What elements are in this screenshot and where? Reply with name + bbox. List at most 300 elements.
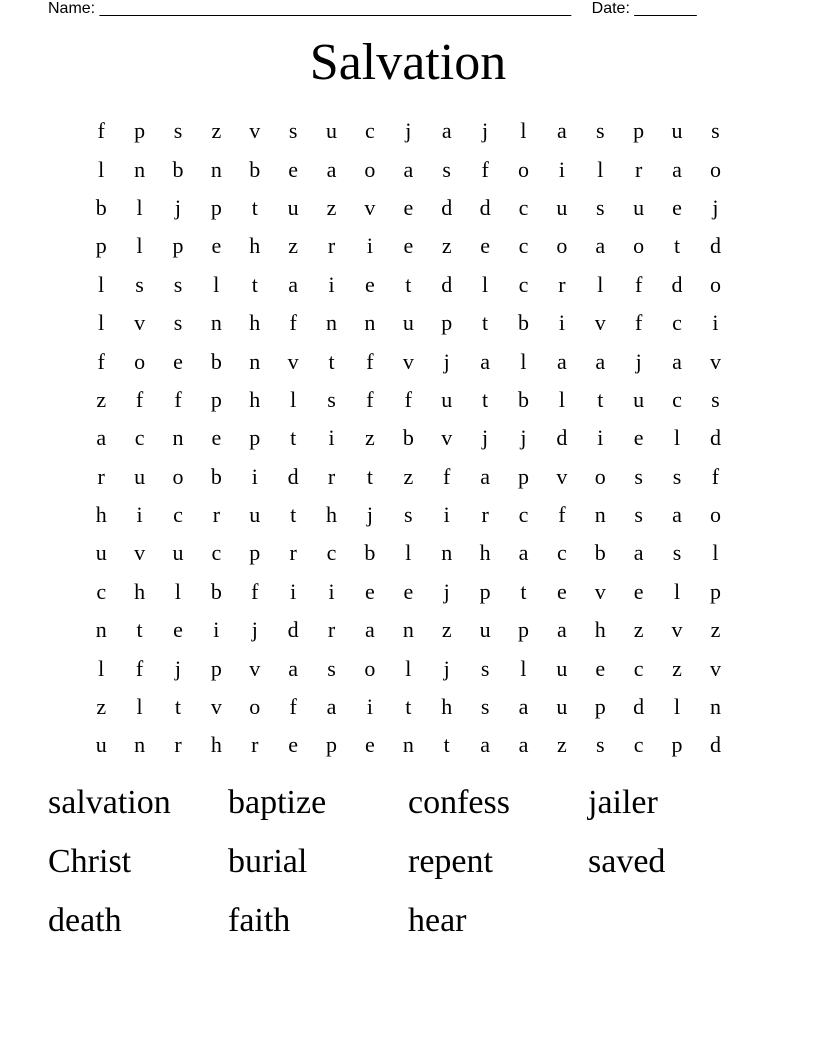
grid-letter[interactable]: b bbox=[172, 156, 184, 182]
grid-letter[interactable]: z bbox=[441, 233, 452, 259]
grid-letter[interactable]: o bbox=[134, 348, 146, 374]
grid-letter[interactable]: i bbox=[213, 617, 220, 643]
grid-letter[interactable]: h bbox=[249, 386, 261, 412]
grid-letter[interactable]: f bbox=[135, 386, 144, 412]
grid-letter[interactable]: i bbox=[366, 694, 373, 720]
grid-letter[interactable]: d bbox=[709, 233, 721, 259]
grid-letter[interactable]: l bbox=[136, 694, 143, 720]
grid-letter[interactable]: e bbox=[403, 233, 414, 259]
grid-letter[interactable]: u bbox=[249, 502, 261, 528]
grid-letter[interactable]: s bbox=[634, 463, 643, 489]
grid-letter[interactable]: i bbox=[597, 425, 604, 451]
grid-letter[interactable]: p bbox=[633, 118, 645, 144]
grid-letter[interactable]: o bbox=[594, 463, 606, 489]
grid-letter[interactable]: a bbox=[518, 694, 529, 720]
grid-letter[interactable]: u bbox=[441, 386, 453, 412]
grid-letter[interactable]: l bbox=[520, 348, 527, 374]
grid-letter[interactable]: p bbox=[326, 732, 338, 758]
grid-letter[interactable]: a bbox=[595, 348, 606, 374]
grid-letter[interactable]: l bbox=[558, 386, 565, 412]
grid-letter[interactable]: t bbox=[482, 386, 489, 412]
grid-letter[interactable]: z bbox=[288, 233, 299, 259]
grid-letter[interactable]: r bbox=[327, 233, 336, 259]
grid-letter[interactable]: p bbox=[594, 694, 606, 720]
grid-letter[interactable]: e bbox=[173, 348, 183, 374]
grid-letter[interactable]: c bbox=[672, 310, 682, 336]
grid-letter[interactable]: o bbox=[709, 271, 721, 297]
grid-letter[interactable]: a bbox=[672, 502, 682, 528]
grid-letter[interactable]: a bbox=[557, 118, 567, 144]
grid-letter[interactable]: r bbox=[174, 732, 182, 758]
grid-letter[interactable]: i bbox=[251, 463, 258, 489]
grid-letter[interactable]: s bbox=[595, 732, 605, 758]
grid-letter[interactable]: f bbox=[251, 578, 259, 604]
grid-letter[interactable]: s bbox=[711, 118, 720, 144]
grid-letter[interactable]: e bbox=[595, 655, 606, 681]
grid-letter[interactable]: h bbox=[95, 502, 107, 528]
grid-letter[interactable]: l bbox=[520, 655, 527, 681]
grid-letter[interactable]: b bbox=[210, 578, 222, 604]
grid-letter[interactable]: h bbox=[479, 540, 491, 566]
grid-letter[interactable]: a bbox=[480, 732, 490, 758]
grid-letter[interactable]: u bbox=[633, 386, 645, 412]
grid-letter[interactable]: h bbox=[441, 694, 453, 720]
grid-letter[interactable]: d bbox=[709, 425, 721, 451]
grid-letter[interactable]: z bbox=[403, 463, 414, 489]
grid-letter[interactable]: a bbox=[557, 348, 567, 374]
grid-letter[interactable]: i bbox=[558, 156, 565, 182]
grid-letter[interactable]: r bbox=[251, 732, 259, 758]
grid-letter[interactable]: t bbox=[328, 348, 335, 374]
grid-letter[interactable]: p bbox=[95, 233, 107, 259]
grid-letter[interactable]: v bbox=[210, 694, 222, 720]
grid-letter[interactable]: s bbox=[595, 118, 605, 144]
grid-letter[interactable]: f bbox=[481, 156, 489, 182]
grid-letter[interactable]: j bbox=[520, 425, 527, 451]
grid-letter[interactable]: v bbox=[594, 310, 606, 336]
grid-letter[interactable]: c bbox=[365, 118, 375, 144]
grid-letter[interactable]: u bbox=[95, 732, 107, 758]
grid-letter[interactable]: s bbox=[480, 655, 490, 681]
grid-letter[interactable]: l bbox=[98, 271, 105, 297]
grid-letter[interactable]: t bbox=[136, 617, 143, 643]
grid-letter[interactable]: n bbox=[402, 617, 414, 643]
grid-letter[interactable]: b bbox=[594, 540, 606, 566]
grid-letter[interactable]: s bbox=[672, 540, 682, 566]
grid-letter[interactable]: u bbox=[402, 310, 414, 336]
grid-letter[interactable]: n bbox=[709, 694, 721, 720]
date-blank: _______ bbox=[634, 0, 697, 17]
grid-letter[interactable]: z bbox=[672, 655, 682, 681]
grid-letter[interactable]: v bbox=[134, 540, 146, 566]
grid-letter[interactable]: b bbox=[402, 425, 414, 451]
grid-letter[interactable]: u bbox=[556, 694, 568, 720]
grid-letter[interactable]: j bbox=[366, 502, 373, 528]
grid-letter[interactable]: t bbox=[174, 694, 182, 720]
grid-letter[interactable]: t bbox=[251, 271, 258, 297]
grid-letter[interactable]: p bbox=[479, 578, 491, 604]
grid-letter[interactable]: t bbox=[673, 233, 681, 259]
grid-letter[interactable]: u bbox=[671, 118, 683, 144]
name-label: Name: bbox=[48, 0, 96, 17]
grid-letter[interactable]: n bbox=[172, 425, 184, 451]
grid-letter[interactable]: a bbox=[672, 156, 682, 182]
grid-letter[interactable]: v bbox=[134, 310, 146, 336]
grid-letter[interactable]: h bbox=[326, 502, 338, 528]
grid-letter[interactable]: a bbox=[480, 348, 490, 374]
grid-letter[interactable]: l bbox=[520, 118, 527, 144]
grid-letter[interactable]: z bbox=[557, 732, 567, 758]
grid-letter[interactable]: l bbox=[98, 156, 105, 182]
grid-letter[interactable]: r bbox=[289, 540, 297, 566]
grid-letter[interactable]: a bbox=[288, 655, 299, 681]
grid-letter[interactable]: u bbox=[134, 463, 146, 489]
grid-letter[interactable]: j bbox=[443, 348, 450, 374]
grid-letter[interactable]: d bbox=[556, 425, 568, 451]
grid-letter[interactable]: s bbox=[327, 386, 336, 412]
grid-letter[interactable]: n bbox=[594, 502, 606, 528]
grid-letter[interactable]: a bbox=[557, 617, 567, 643]
grid-letter[interactable]: b bbox=[517, 386, 529, 412]
grid-letter[interactable]: a bbox=[518, 540, 529, 566]
grid-letter[interactable]: v bbox=[709, 348, 721, 374]
grid-letter[interactable]: h bbox=[249, 310, 261, 336]
grid-letter[interactable]: b bbox=[95, 194, 107, 220]
grid-letter[interactable]: c bbox=[633, 732, 644, 758]
grid-letter[interactable]: a bbox=[633, 540, 644, 566]
grid-letter[interactable]: s bbox=[173, 310, 183, 336]
grid-letter[interactable]: p bbox=[517, 617, 529, 643]
grid-letter[interactable]: z bbox=[96, 694, 107, 720]
grid-letter[interactable]: i bbox=[366, 233, 373, 259]
grid-letter[interactable]: t bbox=[405, 694, 412, 720]
grid-letter[interactable]: n bbox=[402, 732, 414, 758]
grid-letter[interactable]: o bbox=[364, 156, 376, 182]
grid-letter[interactable]: z bbox=[326, 194, 337, 220]
grid-letter[interactable]: l bbox=[597, 156, 604, 182]
grid-letter[interactable]: v bbox=[249, 118, 261, 144]
grid-letter[interactable]: s bbox=[173, 271, 183, 297]
grid-letter[interactable]: n bbox=[134, 732, 146, 758]
grid-letter[interactable]: h bbox=[210, 732, 222, 758]
name-date-line bbox=[48, 0, 697, 18]
grid-letter[interactable]: u bbox=[287, 194, 299, 220]
grid-letter[interactable]: p bbox=[249, 540, 261, 566]
grid-letter[interactable]: e bbox=[211, 425, 222, 451]
grid-letter[interactable]: p bbox=[210, 655, 222, 681]
grid-letter[interactable]: a bbox=[365, 617, 375, 643]
grid-letter[interactable]: j bbox=[443, 578, 450, 604]
grid-letter[interactable]: d bbox=[479, 194, 491, 220]
grid-letter[interactable]: s bbox=[442, 156, 451, 182]
word-bank bbox=[48, 776, 768, 953]
grid-letter[interactable]: t bbox=[290, 502, 297, 528]
grid-letter[interactable]: e bbox=[633, 425, 644, 451]
grid-letter[interactable]: e bbox=[211, 233, 222, 259]
grid-letter[interactable]: p bbox=[671, 732, 683, 758]
grid-letter[interactable]: t bbox=[251, 194, 258, 220]
grid-letter[interactable]: h bbox=[594, 617, 606, 643]
grid-letter[interactable]: n bbox=[249, 348, 261, 374]
grid-letter[interactable]: c bbox=[633, 655, 644, 681]
grid-letter[interactable]: a bbox=[326, 694, 337, 720]
grid-letter[interactable]: l bbox=[136, 233, 143, 259]
grid-letter[interactable]: s bbox=[404, 502, 413, 528]
grid-letter[interactable]: h bbox=[134, 578, 146, 604]
grid-letter[interactable]: a bbox=[518, 732, 529, 758]
grid-letter[interactable]: n bbox=[441, 540, 453, 566]
grid-letter[interactable]: p bbox=[172, 233, 184, 259]
grid-letter[interactable]: e bbox=[672, 194, 682, 220]
grid-letter[interactable]: i bbox=[328, 425, 335, 451]
grid-letter[interactable]: v bbox=[594, 578, 606, 604]
grid-letter[interactable]: p bbox=[210, 386, 222, 412]
grid-letter[interactable]: u bbox=[172, 540, 184, 566]
puzzle-title: Salvation bbox=[309, 34, 507, 91]
grid-letter[interactable]: j bbox=[482, 118, 489, 144]
grid-letter[interactable]: p bbox=[709, 578, 721, 604]
grid-letter[interactable]: h bbox=[249, 233, 261, 259]
grid-letter[interactable]: c bbox=[518, 502, 529, 528]
grid-letter[interactable]: b bbox=[364, 540, 376, 566]
grid-letter[interactable]: i bbox=[136, 502, 143, 528]
grid-letter[interactable]: l bbox=[712, 540, 719, 566]
grid-letter[interactable]: a bbox=[441, 118, 452, 144]
grid-letter[interactable]: s bbox=[480, 694, 490, 720]
grid-letter[interactable]: a bbox=[595, 233, 606, 259]
grid-letter[interactable]: i bbox=[328, 271, 335, 297]
grid-letter[interactable]: j bbox=[443, 655, 450, 681]
grid-letter[interactable]: s bbox=[327, 655, 336, 681]
grid-letter[interactable]: c bbox=[518, 233, 529, 259]
grid-letter[interactable]: i bbox=[290, 578, 297, 604]
grid-letter[interactable]: l bbox=[98, 655, 105, 681]
grid-letter[interactable]: c bbox=[518, 271, 529, 297]
grid-letter[interactable]: d bbox=[287, 617, 299, 643]
grid-letter[interactable]: f bbox=[289, 310, 297, 336]
grid-letter[interactable]: d bbox=[633, 694, 645, 720]
grid-letter[interactable]: v bbox=[364, 194, 376, 220]
grid-letter[interactable]: c bbox=[557, 540, 567, 566]
grid-letter[interactable]: c bbox=[518, 194, 529, 220]
grid-letter[interactable]: v bbox=[441, 425, 453, 451]
grid-letter[interactable]: e bbox=[365, 578, 375, 604]
grid-letter[interactable]: e bbox=[365, 732, 375, 758]
grid-letter[interactable]: e bbox=[557, 578, 567, 604]
grid-letter[interactable]: o bbox=[249, 694, 261, 720]
grid-letter[interactable]: d bbox=[671, 271, 683, 297]
grid-letter[interactable]: j bbox=[405, 118, 412, 144]
grid-letter[interactable]: a bbox=[288, 271, 299, 297]
grid-letter[interactable]: t bbox=[366, 463, 373, 489]
grid-letter[interactable]: t bbox=[290, 425, 297, 451]
grid-letter[interactable]: e bbox=[403, 194, 414, 220]
grid-letter[interactable]: j bbox=[174, 655, 182, 681]
grid-letter[interactable]: p bbox=[134, 118, 146, 144]
grid-letter[interactable]: e bbox=[480, 233, 490, 259]
grid-letter[interactable]: b bbox=[210, 463, 222, 489]
grid-letter[interactable]: f bbox=[711, 463, 720, 489]
grid-letter[interactable]: l bbox=[174, 578, 182, 604]
grid-letter[interactable]: i bbox=[712, 310, 719, 336]
grid-letter[interactable]: o bbox=[556, 233, 568, 259]
grid-letter[interactable]: f bbox=[558, 502, 566, 528]
word-bank-item: salvation bbox=[48, 784, 171, 821]
grid-letter[interactable]: r bbox=[481, 502, 489, 528]
grid-letter[interactable]: f bbox=[97, 348, 105, 374]
grid-letter[interactable]: z bbox=[633, 617, 644, 643]
grid-letter[interactable]: e bbox=[288, 156, 299, 182]
grid-letter[interactable]: t bbox=[443, 732, 450, 758]
grid-letter[interactable]: d bbox=[441, 271, 453, 297]
grid-letter[interactable]: j bbox=[635, 348, 642, 374]
grid-letter[interactable]: c bbox=[134, 425, 145, 451]
grid-letter[interactable]: f bbox=[366, 348, 374, 374]
grid-letter[interactable]: z bbox=[365, 425, 375, 451]
word-bank-item: confess bbox=[408, 784, 510, 821]
grid-letter[interactable]: v bbox=[249, 655, 261, 681]
grid-letter[interactable]: n bbox=[326, 310, 338, 336]
grid-letter[interactable]: p bbox=[249, 425, 261, 451]
grid-letter[interactable]: a bbox=[672, 348, 682, 374]
grid-letter[interactable]: t bbox=[597, 386, 604, 412]
grid-letter[interactable]: j bbox=[251, 617, 258, 643]
grid-letter[interactable]: l bbox=[98, 310, 105, 336]
grid-letter[interactable]: l bbox=[597, 271, 604, 297]
grid-letter[interactable]: u bbox=[556, 194, 568, 220]
grid-letter[interactable]: e bbox=[288, 732, 299, 758]
grid-letter[interactable]: d bbox=[287, 463, 299, 489]
grid-letter[interactable]: c bbox=[672, 386, 682, 412]
grid-letter[interactable]: u bbox=[326, 118, 338, 144]
grid-letter[interactable]: t bbox=[405, 271, 412, 297]
grid-letter[interactable]: s bbox=[173, 118, 183, 144]
grid-letter[interactable]: s bbox=[595, 194, 605, 220]
grid-letter[interactable]: f bbox=[97, 118, 105, 144]
grid-letter[interactable]: s bbox=[672, 463, 682, 489]
grid-letter[interactable]: v bbox=[709, 655, 721, 681]
grid-letter[interactable]: a bbox=[403, 156, 414, 182]
grid-letter[interactable]: z bbox=[211, 118, 222, 144]
grid-letter[interactable]: f bbox=[135, 655, 144, 681]
grid-letter[interactable]: u bbox=[633, 194, 645, 220]
grid-letter[interactable]: j bbox=[712, 194, 719, 220]
grid-letter[interactable]: o bbox=[709, 156, 721, 182]
grid-letter[interactable]: i bbox=[443, 502, 450, 528]
grid-letter[interactable]: l bbox=[673, 694, 681, 720]
grid-letter[interactable]: e bbox=[403, 578, 414, 604]
grid-letter[interactable]: c bbox=[96, 578, 107, 604]
grid-letter[interactable]: i bbox=[328, 578, 335, 604]
grid-letter[interactable]: f bbox=[443, 463, 451, 489]
grid-letter[interactable]: f bbox=[289, 694, 297, 720]
grid-letter[interactable]: l bbox=[482, 271, 489, 297]
grid-letter[interactable]: n bbox=[364, 310, 376, 336]
grid-letter[interactable]: j bbox=[482, 425, 489, 451]
grid-letter[interactable]: a bbox=[326, 156, 337, 182]
grid-letter[interactable]: b bbox=[249, 156, 261, 182]
grid-letter[interactable]: c bbox=[326, 540, 337, 566]
grid-letter[interactable]: l bbox=[673, 425, 681, 451]
grid-letter[interactable]: u bbox=[95, 540, 107, 566]
grid-letter[interactable]: r bbox=[327, 617, 336, 643]
grid-letter[interactable]: l bbox=[673, 578, 681, 604]
grid-letter[interactable]: f bbox=[635, 310, 643, 336]
grid-letter[interactable]: i bbox=[558, 310, 565, 336]
grid-letter[interactable]: l bbox=[405, 540, 412, 566]
grid-letter[interactable]: z bbox=[441, 617, 452, 643]
grid-letter[interactable]: n bbox=[210, 156, 222, 182]
grid-letter[interactable]: p bbox=[441, 310, 453, 336]
grid-letter[interactable]: s bbox=[135, 271, 144, 297]
grid-letter[interactable]: l bbox=[136, 194, 143, 220]
grid-letter[interactable]: o bbox=[172, 463, 184, 489]
grid-letter[interactable]: f bbox=[635, 271, 643, 297]
grid-letter[interactable]: o bbox=[364, 655, 376, 681]
grid-letter[interactable]: b bbox=[210, 348, 222, 374]
grid-letter[interactable]: v bbox=[556, 463, 568, 489]
grid-letter[interactable]: b bbox=[517, 310, 529, 336]
word-bank-item: jailer bbox=[588, 784, 658, 821]
word-bank-item: repent bbox=[408, 843, 493, 880]
word-bank-item: baptize bbox=[228, 784, 327, 821]
grid-letter[interactable]: u bbox=[556, 655, 568, 681]
grid-letter[interactable]: e bbox=[633, 578, 644, 604]
grid-letter[interactable]: v bbox=[287, 348, 299, 374]
grid-letter[interactable]: s bbox=[634, 502, 643, 528]
grid-letter[interactable]: d bbox=[709, 732, 721, 758]
grid-letter[interactable]: r bbox=[558, 271, 566, 297]
grid-letter[interactable]: u bbox=[479, 617, 491, 643]
grid-letter[interactable]: p bbox=[517, 463, 529, 489]
grid-letter[interactable]: s bbox=[288, 118, 298, 144]
grid-letter[interactable]: f bbox=[366, 386, 374, 412]
grid-letter[interactable]: v bbox=[402, 348, 414, 374]
grid-letter[interactable]: f bbox=[404, 386, 412, 412]
grid-letter[interactable]: t bbox=[482, 310, 489, 336]
grid-letter[interactable]: o bbox=[709, 502, 721, 528]
grid-letter[interactable]: z bbox=[96, 386, 107, 412]
grid-letter[interactable]: d bbox=[441, 194, 453, 220]
grid-letter[interactable]: o bbox=[517, 156, 529, 182]
grid-letter[interactable]: l bbox=[290, 386, 297, 412]
grid-letter[interactable]: e bbox=[173, 617, 183, 643]
grid-letter[interactable]: n bbox=[95, 617, 107, 643]
grid-letter[interactable]: l bbox=[405, 655, 412, 681]
grid-letter[interactable]: r bbox=[327, 463, 336, 489]
grid-letter[interactable]: c bbox=[211, 540, 222, 566]
grid-letter[interactable]: f bbox=[174, 386, 182, 412]
grid-letter[interactable]: l bbox=[213, 271, 220, 297]
grid-letter[interactable]: c bbox=[173, 502, 183, 528]
grid-letter[interactable]: r bbox=[635, 156, 643, 182]
grid-letter[interactable]: e bbox=[365, 271, 375, 297]
grid-letter[interactable]: r bbox=[212, 502, 221, 528]
grid-letter[interactable]: s bbox=[711, 386, 720, 412]
grid-letter[interactable]: a bbox=[480, 463, 490, 489]
grid-letter[interactable]: v bbox=[671, 617, 683, 643]
word-bank-item: burial bbox=[228, 843, 308, 880]
grid-letter[interactable]: n bbox=[210, 310, 222, 336]
grid-letter[interactable]: a bbox=[96, 425, 107, 451]
grid-letter[interactable]: z bbox=[710, 617, 721, 643]
grid-letter[interactable]: n bbox=[134, 156, 146, 182]
grid-letter[interactable]: r bbox=[97, 463, 105, 489]
grid-letter[interactable]: t bbox=[520, 578, 527, 604]
grid-letter[interactable]: j bbox=[174, 194, 182, 220]
grid-letter[interactable]: p bbox=[210, 194, 222, 220]
grid-letter[interactable]: o bbox=[633, 233, 645, 259]
